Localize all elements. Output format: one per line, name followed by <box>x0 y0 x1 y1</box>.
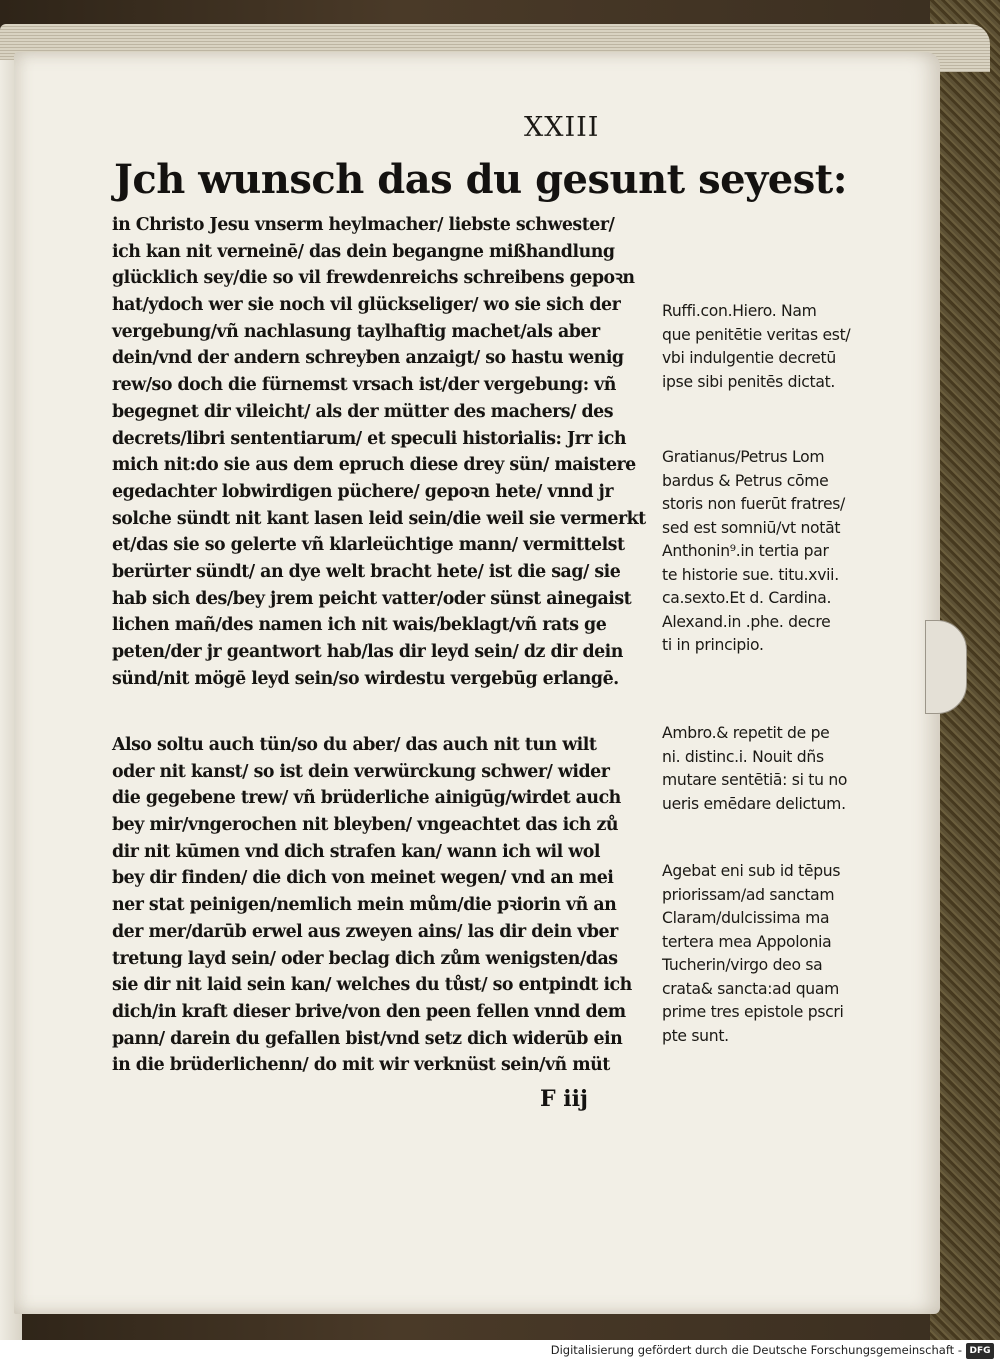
text-line: tretung layd sein/ oder beclag dich zům wenigsten/das <box>112 948 618 969</box>
page-heading: Jch wunsch das du gesunt seyest: <box>114 156 848 203</box>
note-line: sed est somniū/vt notāt <box>662 518 841 537</box>
note-line: bardus & Petrus cōme <box>662 471 829 490</box>
text-line: dir nit kūmen vnd dich strafen kan/ wann ich wil wol <box>112 841 600 862</box>
note-line: ti in principio. <box>662 636 764 654</box>
main-paragraph-2 <box>112 732 657 1079</box>
note-line: que penitētie veritas est/ <box>662 325 851 344</box>
marginal-note-2 <box>662 446 924 658</box>
dfg-logo-icon: DFG <box>966 1343 994 1359</box>
note-line: ca.sexto.Et d. Cardina. <box>662 589 832 607</box>
note-line: priorissam/ad sanctam <box>662 885 835 904</box>
footer-bar <box>0 1340 1000 1362</box>
text-line: bey dir finden/ die dich von meinet wegen/ vnd an mei <box>112 868 614 889</box>
note-line: tertera mea Appolonia <box>662 932 832 951</box>
text-line: rew/so doch die fürnemst vrsach ist/der vergebung: vñ <box>112 375 616 396</box>
note-line: storis non fuerūt fratres/ <box>662 495 846 513</box>
text-line: mich nit:do sie aus dem epruch diese drey sün/ maistere <box>112 455 636 476</box>
text-line: begegnet dir vileicht/ als der mütter des machers/ des <box>112 401 614 422</box>
main-paragraph-1 <box>112 212 657 692</box>
note-line: Anthonin⁹.in tertia par <box>662 542 829 560</box>
note-line: Alexand.in .phe. decre <box>662 612 831 631</box>
signature-mark: F iij <box>540 1086 588 1112</box>
note-line: Ambro.& repetit de pe <box>662 724 830 742</box>
text-line: sie dir nit laid sein kan/ welches du tůst/ so entpindt ich <box>112 975 632 996</box>
note-line: Tucherin/virgo deo sa <box>662 956 823 974</box>
text-line: der mer/darūb erwel aus zweyen ains/ las dir dein vber <box>112 921 618 942</box>
text-line: in die brüderlichenn/ do mit wir verknüst sein/vñ müt <box>112 1055 610 1076</box>
text-line: in Christo Jesu vnserm heylmacher/ liebste schwester/ <box>112 215 615 235</box>
text-line: oder nit kanst/ so ist dein verwürckung schwer/ wider <box>112 761 610 782</box>
text-line: solche sündt nit kant lasen leid sein/die weil sie vermerkt <box>112 508 646 529</box>
text-line: bey mir/vngerochen nit bleyben/ vngeachtet das ich zů <box>112 815 619 836</box>
text-line: ich kan nit verneinē/ das dein begangne mißhandlung <box>112 241 615 262</box>
text-line: hat/ydoch wer sie noch vil glückseliger/ wo sie sich der <box>112 295 621 316</box>
text-line: die gegebene trew/ vñ brüderliche ainigūg/wirdet auch <box>112 788 621 809</box>
text-line: berürter sündt/ an dye welt bracht hete/ ist die sag/ sie <box>112 561 621 582</box>
note-line: crata& sancta:ad quam <box>662 979 840 998</box>
note-line: Claram/dulcissima ma <box>662 909 830 927</box>
marginal-note-4 <box>662 860 924 1048</box>
note-line: mutare sentētiā: si tu no <box>662 771 848 789</box>
footer-credit: Digitalisierung gefördert durch die Deutsche Forschungsgemeinschaft - <box>550 1343 962 1357</box>
marginal-note-1 <box>662 300 924 394</box>
page-tab-clip <box>925 620 967 714</box>
marginal-note-3 <box>662 722 924 816</box>
note-line: ipse sibi penitēs dictat. <box>662 372 836 391</box>
text-line: hab sich des/bey jrem peicht vatter/oder sünst ainegaist <box>112 588 632 609</box>
note-line: te historie sue. titu.xvii. <box>662 565 839 584</box>
text-line: et/das sie so gelerte vñ klarleüchtige mann/ vermittelst <box>112 535 625 556</box>
text-line: Also soltu auch tün/so du aber/ das auch nit tun wilt <box>112 735 597 755</box>
text-line: egedachter lobwirdigen püchere/ gepoꝛn hete/ vnnd jr <box>112 481 613 502</box>
text-line: dich/in kraft dieser brive/von den peen fellen vnnd dem <box>112 1001 626 1022</box>
folio-number: XXIII <box>524 112 600 143</box>
note-line: vbi indulgentie decretū <box>662 349 836 367</box>
text-line: glücklich sey/die so vil frewdenreichs schreibens gepoꝛn <box>112 268 635 289</box>
text-line: pann/ darein du gefallen bist/vnd setz dich widerūb ein <box>112 1028 623 1049</box>
note-line: ueris emēdare delictum. <box>662 794 846 813</box>
note-line: pte sunt. <box>662 1026 729 1045</box>
note-line: ni. distinc.i. Nouit dñs <box>662 747 824 766</box>
text-line: dein/vnd der andern schreyben anzaigt/ so hastu wenig <box>112 348 624 369</box>
note-line: Gratianus/Petrus Lom <box>662 448 825 466</box>
text-line: peten/der jr geantwort hab/las dir leyd sein/ dz dir dein <box>112 642 623 662</box>
text-line: decrets/libri sententiarum/ et speculi historialis: Jrr ich <box>112 428 626 449</box>
text-line: sünd/nit mögē leyd sein/so wirdestu vergebūg erlangē. <box>112 668 619 689</box>
note-line: prime tres epistole pscri <box>662 1003 844 1021</box>
note-line: Ruffi.con.Hiero. Nam <box>662 302 817 320</box>
text-line: vergebung/vñ nachlasung taylhaftig machet/als aber <box>112 321 600 342</box>
note-line: Agebat eni sub id tēpus <box>662 862 841 880</box>
text-line: ner stat peinigen/nemlich mein mům/die pꝛiorin vñ an <box>112 895 617 916</box>
text-line: lichen mañ/des namen ich nit wais/beklagt/vñ rats ge <box>112 615 607 636</box>
